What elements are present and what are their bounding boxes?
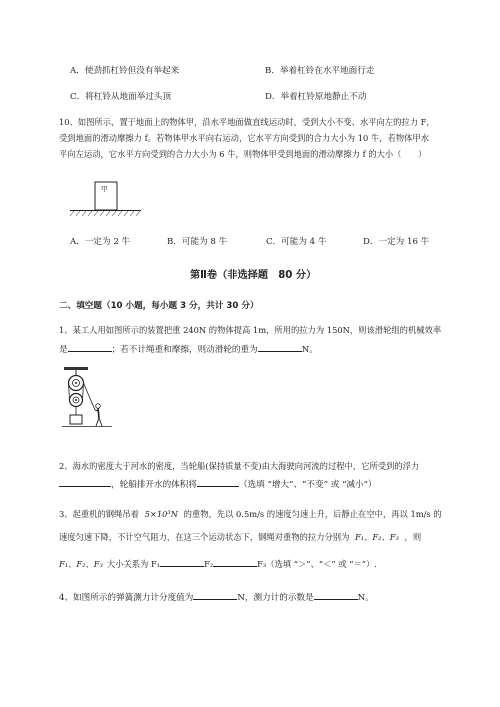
q3-line1-end: 的重物，先以 0.5m/s 的速度匀速上升，后静止在空中，再以 1m/s 的 bbox=[183, 509, 442, 519]
part2-subtitle: 二、填空题（10 小题，每小题 3 分，共计 30 分） bbox=[59, 301, 259, 311]
q3-f2-label: F₂ bbox=[204, 559, 214, 569]
q4-line bbox=[59, 590, 374, 604]
q3-blank-relation-1[interactable] bbox=[160, 557, 204, 567]
q1-blank-efficiency[interactable] bbox=[68, 342, 112, 352]
q3-line3 bbox=[59, 557, 377, 570]
q4-start: 4、如图所示的弹簧测力计分度值为 bbox=[59, 593, 194, 603]
q9-option-a: A．使劲抓杠铃但没有举起来 bbox=[70, 66, 180, 76]
q2-blank-buoyancy[interactable] bbox=[59, 477, 111, 487]
q3-forces: F₁、F₂、F₃ bbox=[355, 532, 399, 542]
q9-option-b: B．举着杠铃在水平地面行走 bbox=[265, 66, 375, 76]
q4-blank-reading[interactable] bbox=[314, 590, 358, 600]
q9-option-c: C．将杠铃从地面举过头顶 bbox=[70, 92, 172, 102]
q3-line2 bbox=[59, 531, 421, 543]
q10-option-c: C．可能为 4 牛 bbox=[266, 237, 327, 247]
q1-line2-end: N。 bbox=[301, 345, 318, 355]
q10-option-b: B．可能为 8 牛 bbox=[167, 237, 228, 247]
q10-option-d: D．一定为 16 牛 bbox=[363, 237, 430, 247]
q3-line3-end: F₃（选填 “＞”、“＜” 或 “＝”）. bbox=[257, 559, 377, 569]
q10-line2: 受到地面的滑动摩擦力 f。若物体甲水平向右运动，它水平方向受到的合力大小为 10 牛，若物体甲水 bbox=[59, 133, 430, 143]
q1-line2-middle: ；若不计绳重和摩擦，则动滑轮的重为 bbox=[111, 345, 258, 355]
q2-blank-volume[interactable] bbox=[197, 477, 239, 487]
q1-line1: 1、某工人用如图所示的装置把重 240N 的物体提高 1m，所用的拉力为 150N，则该滑轮组的机械效率 bbox=[59, 325, 442, 335]
q10-line3: 平向左运动，它水平方向受到的合力大小为 6 牛，则物体甲受到地面的滑动摩擦力 f 的大小（ ） bbox=[59, 149, 427, 159]
q1-blank-pulley-weight[interactable] bbox=[258, 342, 302, 352]
q4-blank-division[interactable] bbox=[193, 590, 237, 600]
q4-end: N。 bbox=[357, 593, 374, 603]
q2-line2 bbox=[59, 477, 377, 491]
q3-forces-2: F₁、F₂、F₃ bbox=[59, 559, 103, 569]
q1-line2-start: 是 bbox=[59, 345, 68, 355]
q3-relation-label: 大小关系为 F₁ bbox=[106, 559, 161, 569]
q3-line1-start: 3、起重机的钢绳吊着 bbox=[59, 509, 139, 519]
q3-weight: 5×10³N bbox=[144, 509, 178, 519]
pulley-system-figure bbox=[62, 366, 124, 428]
q2-line2-end: （选填 “增大”、“不变” 或 “减小”） bbox=[238, 480, 377, 490]
part2-title: 第Ⅱ卷（非选择题 80 分） bbox=[190, 270, 317, 281]
q2-line1: 2、海水的密度大于河水的密度，当轮船(保持质量不变)由大海驶向河流的过程中，它所受到的浮力 bbox=[59, 461, 420, 471]
q10-line1: 10、如图所示，置于地面上的物体甲，沿水平地面做直线运动时，受到大小不变、水平向左的拉力 F， bbox=[59, 117, 435, 127]
q1-line2 bbox=[59, 342, 318, 356]
q3-blank-relation-2[interactable] bbox=[213, 557, 257, 567]
q3-line1 bbox=[59, 508, 442, 520]
q10-option-a: A．一定为 2 牛 bbox=[70, 237, 131, 247]
q3-line2-end: ，则 bbox=[404, 532, 422, 542]
q9-option-d: D．举着杠铃原地静止不动 bbox=[265, 92, 367, 102]
q4-middle: N，测力计的示数是 bbox=[237, 593, 314, 603]
block-label: 甲 bbox=[101, 185, 108, 193]
q2-line2-middle: ，轮船排开水的体积将 bbox=[111, 480, 197, 490]
q3-line2-start: 速度匀速下降，不计空气阻力，在这三个运动状态下，钢绳对重物的拉力分别为 bbox=[59, 532, 350, 542]
